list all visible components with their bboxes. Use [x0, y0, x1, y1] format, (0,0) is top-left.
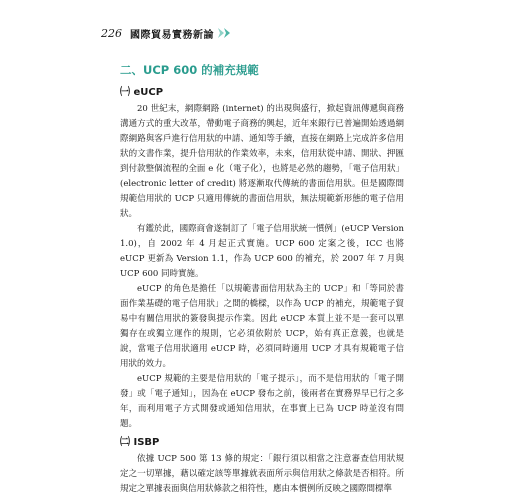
paragraph: 有鑑於此，國際商會遂制訂了「電子信用狀統一慣例」(eUCP Version 1.0)，自 2002 年 4 月起正式實施。UCP 600 定案之後，ICC 也將 eUCP 更新為 Version 1.1，作為 UCP 600 的補充，於 2007 年 7 月與 UCP 600 同時實施。 [120, 224, 404, 279]
paragraph: 20 世紀末，網際網路 (internet) 的出現與盛行，掀起資訊傳遞與商務溝通方式的重大改革，帶動電子商務的興起，近年來銀行已普遍開始透過網際網路與客戶進行信用狀的申請、通知等手續，直接在網路上完成許多信用狀的文書作業，提升信用狀的作業效率，未來，信用狀從申請、開狀、押匯到付款整個流程的全面 e 化（電子化），也將是必然的趨勢，「電子信用狀」(electronic letter of credit) 將逐漸取代傳統的書面信用狀。但是國際間規範信用狀的 UCP 只適用傳統的書面信用狀，無法規範新形態的電子信用狀。 [120, 104, 404, 219]
subsection-eucp [120, 86, 404, 432]
paragraph: 依據 UCP 500 第 13 條的規定：「銀行須以相當之注意審查信用狀規定之一切單據，藉以確定該等單據就表面所示與信用狀之條款是否相符。所規定之單據表面與信用狀條款之相符性，應由本慣例所反映之國際間標準 [120, 454, 404, 494]
subsection-isbp [120, 436, 404, 497]
section-title: 二、UCP 600 的補充規範 [120, 63, 259, 77]
page-body [120, 62, 404, 497]
double-chevron-right-icon [218, 28, 234, 38]
book-title: 國際貿易實務新論 [130, 29, 214, 41]
double-chevron-right-icon-svg [218, 28, 234, 38]
subsection-heading: ㈠ eUCP [120, 87, 164, 98]
subsection-heading: ㈡ ISBP [120, 437, 160, 448]
paragraph: eUCP 規範的主要是信用狀的「電子提示」，而不是信用狀的「電子開發」或「電子通知」，因為在 eUCP 發布之前，後兩者在實務界早已行之多年，而利用電子方式開發或通知信用狀，在事實上已為 UCP 時並沒有問題。 [120, 374, 404, 429]
running-header [101, 25, 234, 41]
paragraph: eUCP 的角色是擔任「以規範書面信用狀為主的 UCP」和「等同於書面作業基礎的電子信用狀」之間的橋樑，以作為 UCP 的補充，規範電子貿易中有關信用狀的簽發與提示作業。因此 eUCP 本質上並不是一套可以單獨存在或獨立運作的規則，它必須依附於 UCP，始有真正意義，也就是說，當電子信用狀適用 eUCP 時，必須同時適用 UCP 才具有規範電子信用狀的效力。 [120, 284, 404, 369]
page-number: 226 [101, 26, 122, 40]
